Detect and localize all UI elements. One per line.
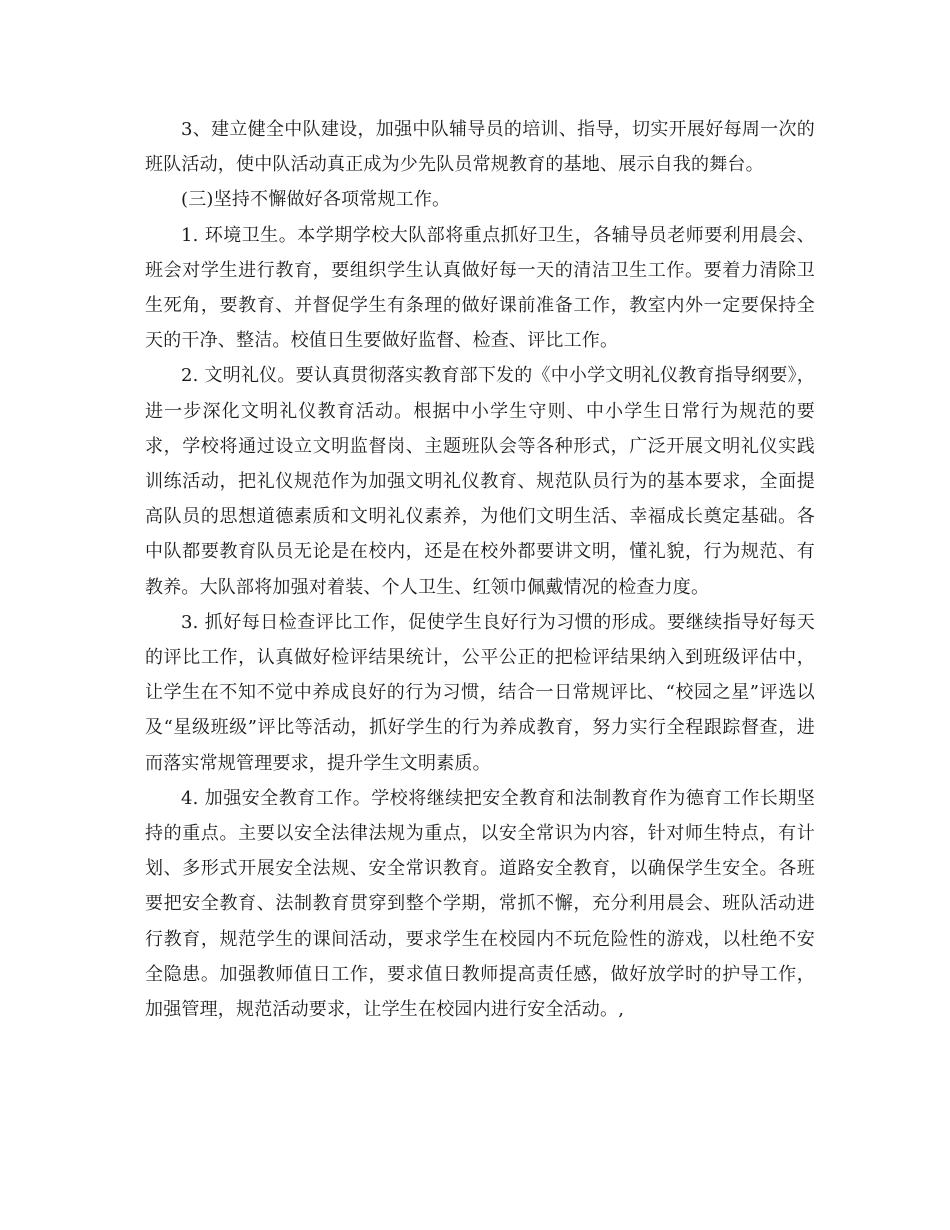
paragraph-environmental-hygiene: 1. 环境卫生。本学期学校大队部将重点抓好卫生，各辅导员老师要利用晨会、班会对学生进行教育，要组织学生认真做好每一天的清洁卫生工作。要着力清除卫生死角，要教育、并督促学生有条理的做好课前准备工作，教室内外一定要保持全天的干净、整洁。校值日生要做好监督、检查、评比工作。 [145,224,815,352]
paragraph-safety-education: 4. 加强安全教育工作。学校将继续把安全教育和法制教育作为德育工作长期坚持的重点。主要以安全法律法规为重点，以安全常识为内容，针对师生特点，有计划、多形式开展安全法规、安全常识教育。道路安全教育，以确保学生安全。各班要把安全教育、法制教育贯穿到整个学期，常抓不懈，充分利用晨会、班队活动进行教育，规范学生的课间活动，要求学生在校园内不玩危险性的游戏，以杜绝不安全隐患。加强教师值日工作，要求值日教师提高责任感，做好放学时的护导工作，加强管理，规范活动要求，让学生在校园内进行安全活动。, [145,787,815,1021]
paragraph-civility-etiquette: 2. 文明礼仪。要认真贯彻落实教育部下发的《中小学文明礼仪教育指导纲要》，进一步深化文明礼仪教育活动。根据中小学生守则、中小学生日常行为规范的要求，学校将通过设立文明监督岗、主题班队会等各种形式，广泛开展文明礼仪实践训练活动，把礼仪规范作为加强文明礼仪教育、规范队员行为的基本要求，全面提高队员的思想道德素质和文明礼仪素养，为他们文明生活、幸福成长奠定基础。各中队都要教育队员无论是在校内，还是在校外都要讲文明，懂礼貌，行为规范、有教养。大队部将加强对着装、个人卫生、红领巾佩戴情况的检查力度。 [145,365,815,598]
document-body [145,112,815,1027]
section-heading-routine-work: (三)坚持不懈做好各项常规工作。 [181,189,451,211]
paragraph-squadron-building: 3、建立健全中队建设，加强中队辅导员的培训、指导，切实开展好每周一次的班队活动，使中队活动真正成为少先队员常规教育的基地、展示自我的舞台。 [145,119,815,176]
paragraph-daily-inspection: 3. 抓好每日检查评比工作，促使学生良好行为习惯的形成。要继续指导好每天的评比工作，认真做好检评结果统计，公平公正的把检评结果纳入到班级评估中，让学生在不知不觉中养成良好的行为习惯，结合一日常规评比、“校园之星”评选以及“星级班级”评比等活动，抓好学生的行为养成教育，努力实行全程跟踪督查，进而落实常规管理要求，提升学生文明素质。 [145,611,815,774]
